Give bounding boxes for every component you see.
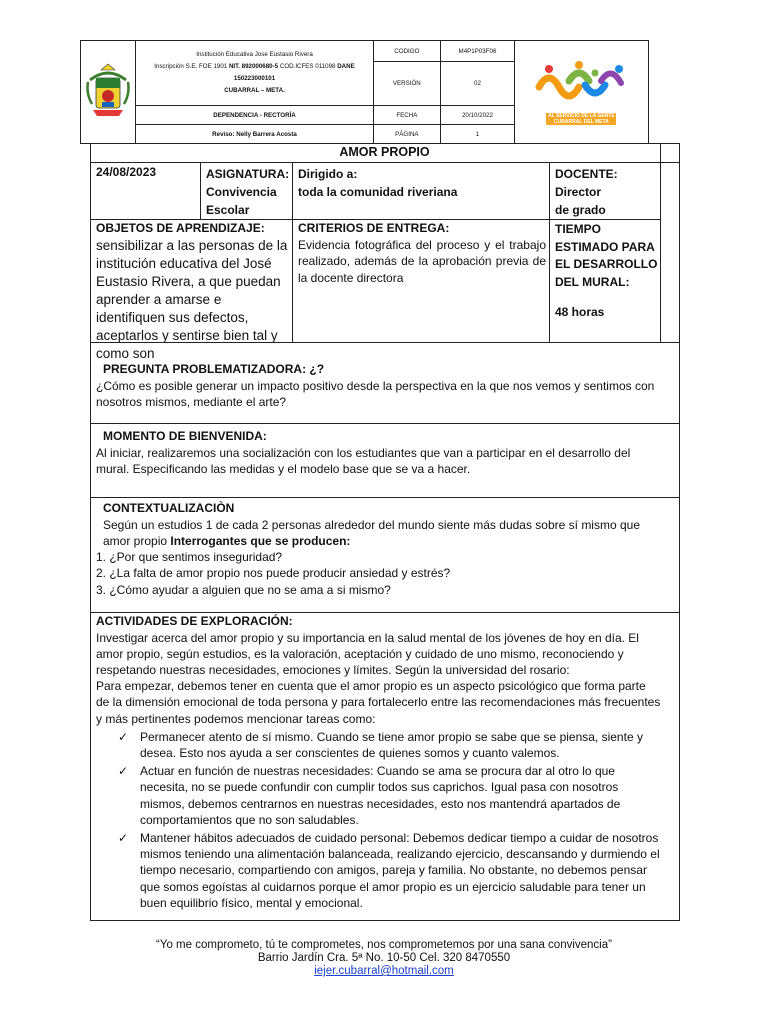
- objetos-block: OBJETOS DE APRENDIZAJE: sensibilizar a las personas de la institución educativa del José Eustasio Rivera, a que puedan aprender a amarse e identifiquen sus defectos, aceptarlos y sentirse bien tal y como son: [96, 221, 288, 361]
- version-label: VERSIÓN: [373, 62, 441, 106]
- institution-info: [136, 41, 373, 106]
- codigo-value: M4P1P03F06: [441, 41, 515, 62]
- criterios-block: CRITERIOS DE ENTREGA: Evidencia fotográfica del proceso y el trabajo realizado, además de la aprobación previa de la docente directora: [298, 221, 546, 285]
- footer-email-wrap: [0, 965, 768, 978]
- footer-email-link[interactable]: iejer.cubarral@hotmail.com: [314, 965, 454, 977]
- logo-tagline: AL SERVICIO DE LA GENTE CUBARRAL DEL META: [548, 113, 615, 125]
- fecha-value: 20/10/2022: [441, 106, 515, 125]
- checkmark-icon: ✓: [118, 830, 129, 845]
- dirigido-block: Dirigido a: toda la comunidad riveriana: [298, 167, 458, 199]
- form-date: 24/08/2023: [96, 165, 157, 179]
- document-header: [80, 40, 649, 144]
- question-1: 1. ¿Por que sentimos inseguridad?: [96, 549, 283, 564]
- asignatura-block: ASIGNATURA: Convivencia Escolar: [206, 167, 290, 217]
- codigo-label: CODIGO: [373, 41, 441, 62]
- registration-line: Inscripción S.E. FOE 1901 NIT. 892000680-5 COD.ICFES 011098 DANE: [154, 63, 355, 70]
- school-crest-icon: [85, 62, 131, 122]
- contexto-section: CONTEXTUALIZACIÒN Según un estudios 1 de cada 2 personas alrededor del mundo siente más dudas sobre sí mismo que amor propio Interrogantes que se producen: 1. ¿Por que sentimos inseguridad? 2. ¿La falta de amor propio nos puede producir ansiedad y estrés? 3. ¿Cómo ayudar a alguien que no se ama a si mismo?: [96, 501, 662, 598]
- location: CUBARRAL – META.: [224, 87, 285, 94]
- form-title: AMOR PROPIO: [339, 145, 430, 159]
- pregunta-section: PREGUNTA PROBLEMATIZADORA: ¿? ¿Cómo es posible generar un impacto positivo desde la perspectiva en la que nos vemos y sentimos con nosotros mismos, mediante el arte?: [96, 362, 655, 409]
- checkmark-icon: ✓: [118, 764, 129, 779]
- check-item: ✓ Actuar en función de nuestras necesidades: Cuando se ama se procura dar al otro lo que necesita, no se puede confundir con cumplir todos sus caprichos. Igual pasa con nosotros mismos, debemos centrarnos en nuestras necesidades, esto nos mantendrá apartados de comportamientos que no son saludables.: [118, 764, 621, 827]
- question-2: 2. ¿La falta de amor propio nos puede producir ansiedad y estrés?: [96, 566, 451, 580]
- checkmark-icon: ✓: [118, 729, 129, 744]
- pagina-label: PÁGINA: [373, 125, 441, 144]
- bienvenida-section: MOMENTO DE BIENVENIDA: Al iniciar, realizaremos una socialización con los estudiantes que van a participar en el desarrollo del mural. Especificando las medidas y el modelo base que se va a hacer.: [96, 429, 631, 476]
- pagina-value: 1: [441, 125, 515, 144]
- footer-address: Barrio Jardín Cra. 5ª No. 10-50 Cel. 320 8470550: [257, 952, 511, 964]
- check-item: ✓ Mantener hábitos adecuados de cuidado personal: Debemos dedicar tiempo a cuidar de nosotros mismos teniendo una alimentación balanceada, realizando ejercicio, descansando y durmiendo el tiempo necesario, compartiendo con amigos, pareja y familia. No obstante, no debemos pensar que somos egoístas al cuidarnos porque el amor propio es un ejercicio saludable para tener un buen equilibrio físico, mental y emocional.: [118, 830, 660, 910]
- question-3: 3. ¿Cómo ayudar a alguien que no se ama a si mismo?: [96, 582, 391, 597]
- crest-cell: [81, 41, 136, 144]
- actividades-section: ACTIVIDADES DE EXPLORACIÓN: Investigar acerca del amor propio y su importancia en la salud mental de los jóvenes de hoy en día. El amor propio, según estudios, es la valoración, aceptación y cuidado de uno mismo, reconociendo y respetando nuestras necesidades, emociones y límites. Según la universidad del rosario: Para empezar, debemos tener en cuenta que el amor propio es un aspecto psicológico que forma parte de la dimensión emocional de toda persona y para fortalecerlo entre las recomendaciones más frecuentes y más pertinentes podemos mencionar tareas como: ✓ Permanecer atento de sí mismo. Cuando se tiene amor propio se sabe que se piensa, siente y desea. Esto nos ayuda a ser conscientes de quienes somos y cuanto valemos. ✓ Actuar en función de nuestras necesidades: Cuando se ama se procura dar al otro lo que necesita, no se puede confundir con cumplir todos sus caprichos. Igual pasa con nosotros mismos, debemos centrarnos en nuestras necesidades, esto nos mantendrá apartados de comportamientos que no son saludables. ✓ Mantener hábitos adecuados de cuidado personal: Debemos dedicar tiempo a cuidar de nosotros mismos teniendo una alimentación balanceada, realizando ejercicio, descansando y durmiendo el tiempo necesario, compartiendo con amigos, pareja y familia. No obstante, no debemos pensar que somos egoístas al cuidarnos porque el amor propio es un ejercicio saludable para tener un buen equilibrio físico, mental y emocional.: [96, 614, 661, 910]
- check-item: ✓ Permanecer atento de sí mismo. Cuando se tiene amor propio se sabe que se piensa, siente y desea. Esto nos ayuda a ser conscientes de quienes somos y cuanto valemos.: [118, 729, 643, 760]
- fecha-label: FECHA: [373, 106, 441, 125]
- version-value: 02: [441, 62, 515, 106]
- dependencia: DEPENDENCIA - RECTORÍA: [136, 106, 373, 125]
- reviso: Reviso: Nelly Barrera Acosta: [136, 125, 373, 144]
- dane-number: 150223000101: [233, 75, 276, 82]
- tiempo-block: TIEMPO ESTIMADO PARA EL DESARROLLO DEL MURAL: 48 horas: [555, 222, 658, 319]
- municipal-logo-icon: [535, 59, 627, 111]
- footer-quote: “Yo me comprometo, tú te comprometes, nos comprometemos por una sana convivencia”: [156, 939, 612, 951]
- docente-block: DOCENTE: Director de grado: [555, 167, 618, 217]
- institution-name: Institución Educativa Jose Eustasio Rivera: [196, 51, 313, 58]
- municipal-logo-cell: [514, 41, 648, 144]
- checklist: [114, 729, 662, 911]
